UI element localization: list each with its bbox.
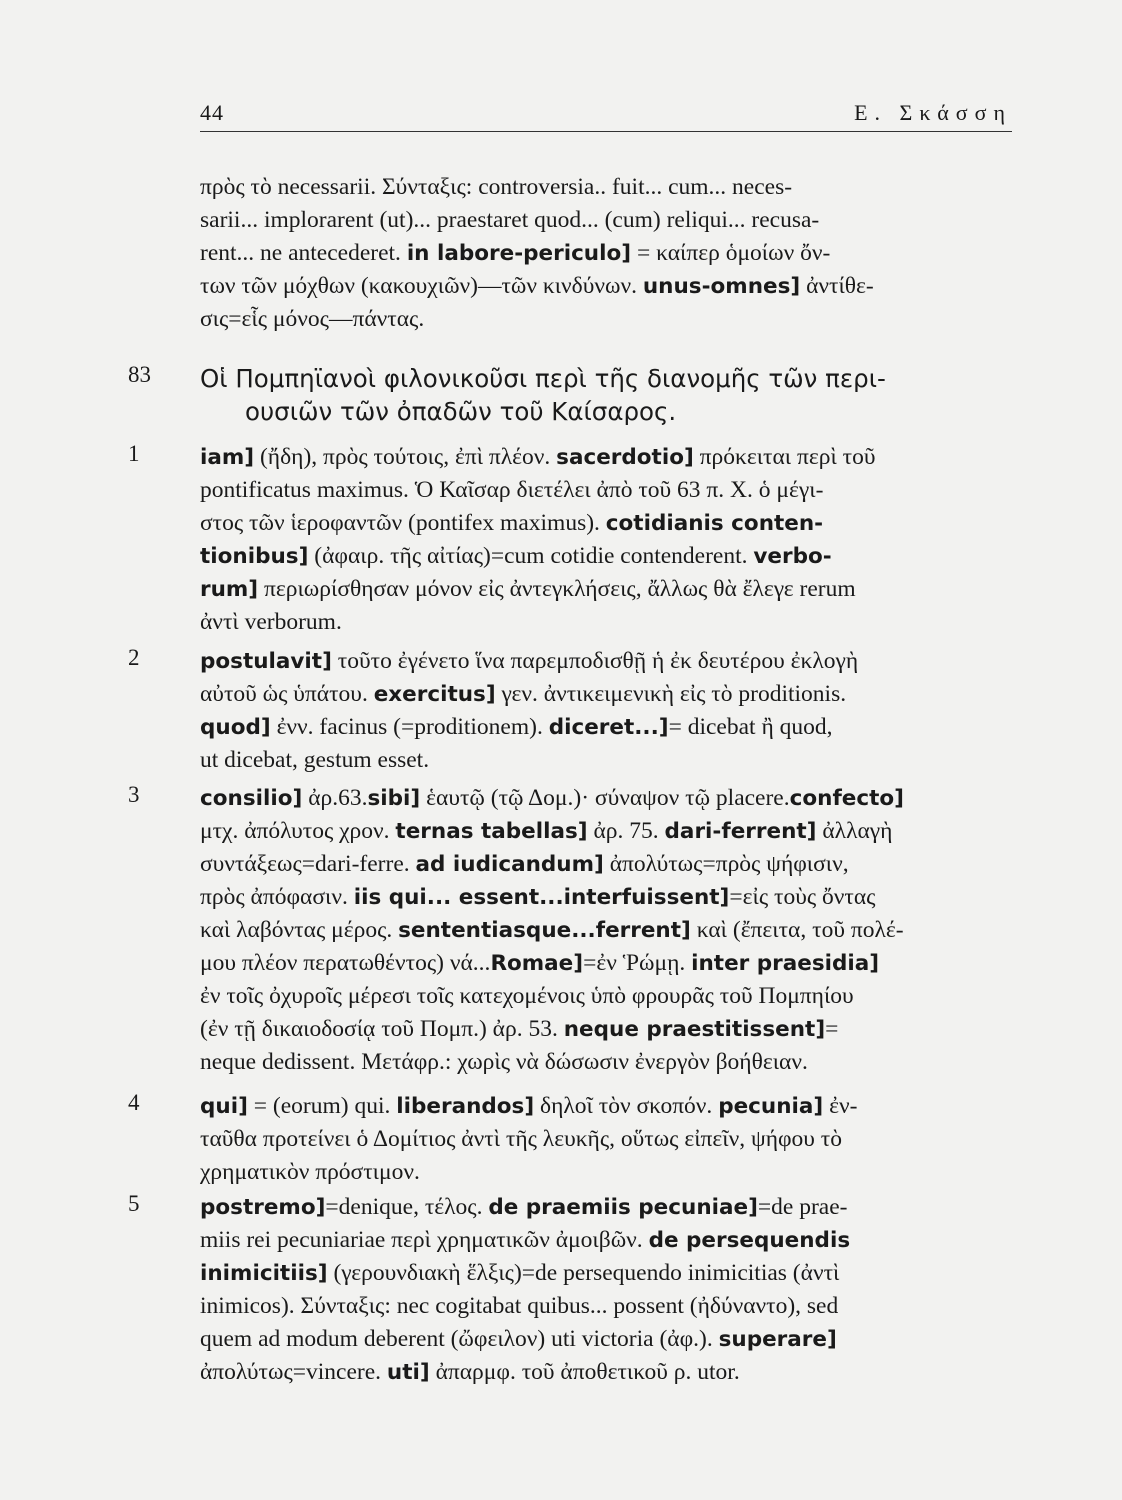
gloss-text: (ἀφαιρ. τῆς αἰτίας)=cum cotidie contenderent. <box>308 543 754 569</box>
lemma: sententiasque...ferrent] <box>398 918 691 943</box>
gloss-text: sarii... implorarent (ut)... praestaret quod... (cum) reliqui... recusa- <box>200 207 820 233</box>
text-line <box>200 947 1040 980</box>
gloss-text: καὶ λαβόντας μέρος. <box>200 917 399 943</box>
paragraph-number: 3 <box>128 782 140 807</box>
page-header <box>200 100 1012 140</box>
gloss-text: ἀρ. 75. <box>587 818 665 844</box>
lemma: verbo- <box>753 544 832 569</box>
gloss-text: = καίπερ ὁμοίων ὄν- <box>631 240 831 266</box>
gloss-text: ἀλλαγὴ <box>816 818 893 844</box>
gloss-text: ἐνν. facinus (=proditionem). <box>270 714 549 740</box>
gloss-text: =de prae- <box>757 1194 848 1220</box>
gloss-text: χρηματικὸν πρόστιμον. <box>200 1159 420 1185</box>
gloss-text: (ἐν τῇ δικαιοδοσίᾳ τοῦ Πομπ.) ἀρ. 53. <box>200 1016 564 1042</box>
section-number: 83 <box>128 362 151 387</box>
lemma: de persequendis <box>648 1228 851 1253</box>
text-line <box>200 744 1040 777</box>
gloss-text: =denique, τέλος. <box>325 1194 489 1220</box>
lemma: postulavit] <box>200 649 332 674</box>
lemma: qui] <box>200 1094 248 1119</box>
text-line <box>200 881 1040 914</box>
lemma: postremo] <box>200 1195 326 1220</box>
text-line <box>200 441 1040 474</box>
text-line <box>200 1156 1040 1189</box>
gloss-text: ταῦθα προτείνει ὁ Δομίτιος ἀντὶ τῆς λευκῆς, οὕτως εἰπεῖν, ψήφου τὸ <box>200 1126 843 1152</box>
gloss-text: (γερουνδιακὴ ἕλξις)=de persequendo inimicitias (ἀντὶ <box>327 1260 840 1286</box>
gloss-text: quem ad modum deberent (ὤφειλον) uti victoria (ἀφ.). <box>200 1326 719 1352</box>
lemma: liberandos] <box>396 1094 535 1119</box>
text-line <box>200 711 1040 744</box>
gloss-text: ἀπαρμφ. τοῦ ἀποθετικοῦ ρ. utor. <box>429 1359 740 1385</box>
text-line <box>200 303 1040 336</box>
text-line <box>200 980 1040 1013</box>
gloss-text: γεν. ἀντικειμενικὴ εἰς τὸ proditionis. <box>495 681 847 707</box>
lemma: consilio] <box>200 786 303 811</box>
text-line <box>200 1290 1040 1323</box>
gloss-text: σις=εἷς μόνος—πάντας. <box>200 306 425 332</box>
gloss-text: ut dicebat, gestum esset. <box>200 747 430 773</box>
gloss-text: ἀρ.63. <box>302 785 368 811</box>
gloss-text: ἐν- <box>823 1093 858 1119</box>
text-line <box>200 1191 1040 1224</box>
gloss-text: miis rei pecuniariae περὶ χρηματικῶν ἀμοιβῶν. <box>200 1227 649 1253</box>
text-line <box>200 606 1040 639</box>
gloss-text: στος τῶν ἱεροφαντῶν (pontifex maximus). <box>200 510 606 536</box>
gloss-text: πρὸς τὸ necessarii. Σύνταξις: controversia.. fuit... cum... neces- <box>200 174 793 200</box>
text-line <box>200 507 1040 540</box>
gloss-text: = (eorum) qui. <box>247 1093 397 1119</box>
intro-commentary <box>200 171 1040 336</box>
section-heading <box>200 362 1030 428</box>
gloss-text: pontificatus maximus. Ὁ Καῖσαρ διετέλει ἀπὸ τοῦ 63 π. Χ. ὁ μέγι- <box>200 477 824 503</box>
text-line <box>200 540 1040 573</box>
gloss-text: =εἰς τοὺς ὄντας <box>729 884 876 910</box>
lemma: sibi] <box>367 786 421 811</box>
text-line <box>200 1356 1040 1389</box>
lemma: iam] <box>200 445 255 470</box>
gloss-text: inimicos). Σύνταξις: nec cogitabat quibus... possent (ἠδύναντο), sed <box>200 1293 839 1319</box>
paragraph-4-commentary <box>200 1090 1040 1189</box>
paragraph-2-commentary <box>200 645 1040 777</box>
section-heading-line-1: Οἱ Πομπηϊανοὶ φιλονικοῦσι περὶ τῆς διανομῆς τῶν περι- <box>200 364 886 393</box>
gloss-text: δηλοῖ τὸν σκοπόν. <box>534 1093 719 1119</box>
lemma: pecunia] <box>718 1094 824 1119</box>
paragraph-number: 2 <box>128 645 140 670</box>
paragraph-number: 5 <box>128 1191 140 1216</box>
gloss-text: neque dedissent. Μετάφρ.: χωρὶς νὰ δώσωσιν ἐνεργὸν βοήθειαν. <box>200 1049 808 1075</box>
gloss-text: =ἐν Ῥώμῃ. <box>583 950 692 976</box>
text-line <box>200 171 1040 204</box>
header-rule <box>200 131 1012 132</box>
gloss-text: (ἤδη), πρὸς τούτοις, ἐπὶ πλέον. <box>254 444 557 470</box>
lemma: quod] <box>200 715 271 740</box>
lemma: iis qui... essent...interfuissent] <box>353 885 730 910</box>
lemma: in labore-periculo] <box>406 241 632 266</box>
text-line <box>200 1046 1040 1079</box>
lemma: confecto] <box>789 786 905 811</box>
text-line <box>200 1090 1040 1123</box>
gloss-text: μου πλέον περατωθέντος) νά... <box>200 950 491 976</box>
lemma: tionibus] <box>200 544 309 569</box>
lemma: uti] <box>386 1360 430 1385</box>
lemma: de praemiis pecuniae] <box>488 1195 758 1220</box>
lemma: unus-omnes] <box>642 274 801 299</box>
gloss-text: μτχ. ἀπόλυτος χρον. <box>200 818 396 844</box>
paragraph-5-commentary <box>200 1191 1040 1389</box>
gloss-text: αὐτοῦ ὡς ὑπάτου. <box>200 681 374 707</box>
text-line <box>200 1013 1040 1046</box>
lemma: exercitus] <box>373 682 496 707</box>
text-line <box>200 678 1040 711</box>
text-line <box>200 474 1040 507</box>
gloss-text: ἐν τοῖς ὀχυροῖς μέρεσι τοῖς κατεχομένοις ὑπὸ φρουρᾶς τοῦ Πομπηίου <box>200 983 854 1009</box>
lemma: Romae] <box>490 951 584 976</box>
gloss-text: ἀντίθε- <box>800 273 874 299</box>
lemma: inimicitiis] <box>200 1261 328 1286</box>
gloss-text: = <box>825 1016 839 1042</box>
gloss-text: = dicebat ἢ quod, <box>668 714 833 740</box>
text-line <box>200 815 1040 848</box>
lemma: cotidianis conten- <box>605 511 824 536</box>
text-line <box>200 782 1040 815</box>
gloss-text: ἀπολύτως=πρὸς ψήφισιν, <box>603 851 849 877</box>
text-line <box>200 573 1040 606</box>
lemma: sacerdotio] <box>556 445 694 470</box>
text-line <box>200 1257 1040 1290</box>
lemma: dari-ferrent] <box>664 819 817 844</box>
paragraph-number: 1 <box>128 441 140 466</box>
gloss-text: περιωρίσθησαν μόνον εἰς ἀντεγκλήσεις, ἄλλως θὰ ἔλεγε rerum <box>258 576 856 602</box>
lemma: ad iudicandum] <box>415 852 604 877</box>
text-line <box>200 1123 1040 1156</box>
gloss-text: rent... ne antecederet. <box>200 240 407 266</box>
text-line <box>200 848 1040 881</box>
section-heading-line-2: ουσιῶν τῶν ὀπαδῶν τοῦ Καίσαρος. <box>245 397 677 426</box>
paragraph-1-commentary <box>200 441 1040 639</box>
text-line <box>200 645 1040 678</box>
gloss-text: τοῦτο ἐγένετο ἵνα παρεμποδισθῇ ἡ ἐκ δευτέρου ἐκλογὴ <box>331 648 859 674</box>
gloss-text: των τῶν μόχθων (κακουχιῶν)—τῶν κινδύνων. <box>200 273 643 299</box>
paragraph-number: 4 <box>128 1090 140 1115</box>
gloss-text: ἑαυτῷ (τῷ Δομ.)· σύναψον τῷ placere. <box>420 785 790 811</box>
text-line <box>200 1323 1040 1356</box>
gloss-text: ἀπολύτως=vincere. <box>200 1359 387 1385</box>
paragraph-3-commentary <box>200 782 1040 1079</box>
running-head: Ε. Σκάσση <box>854 100 1012 125</box>
lemma: inter praesidia] <box>691 951 880 976</box>
text-line <box>200 270 1040 303</box>
lemma: ternas tabellas] <box>395 819 588 844</box>
lemma: rum] <box>200 577 259 602</box>
text-line <box>200 1224 1040 1257</box>
lemma: neque praestitissent] <box>563 1017 826 1042</box>
gloss-text: καὶ (ἔπειτα, τοῦ πολέ- <box>690 917 904 943</box>
text-line <box>200 237 1040 270</box>
lemma: superare] <box>718 1327 837 1352</box>
gloss-text: πρὸς ἀπόφασιν. <box>200 884 354 910</box>
gloss-text: πρόκειται περὶ τοῦ <box>693 444 876 470</box>
page-number: 44 <box>200 100 224 125</box>
lemma: diceret...] <box>548 715 669 740</box>
gloss-text: ἀντὶ verborum. <box>200 609 342 635</box>
text-line <box>200 914 1040 947</box>
gloss-text: συντάξεως=dari-ferre. <box>200 851 416 877</box>
text-line <box>200 204 1040 237</box>
